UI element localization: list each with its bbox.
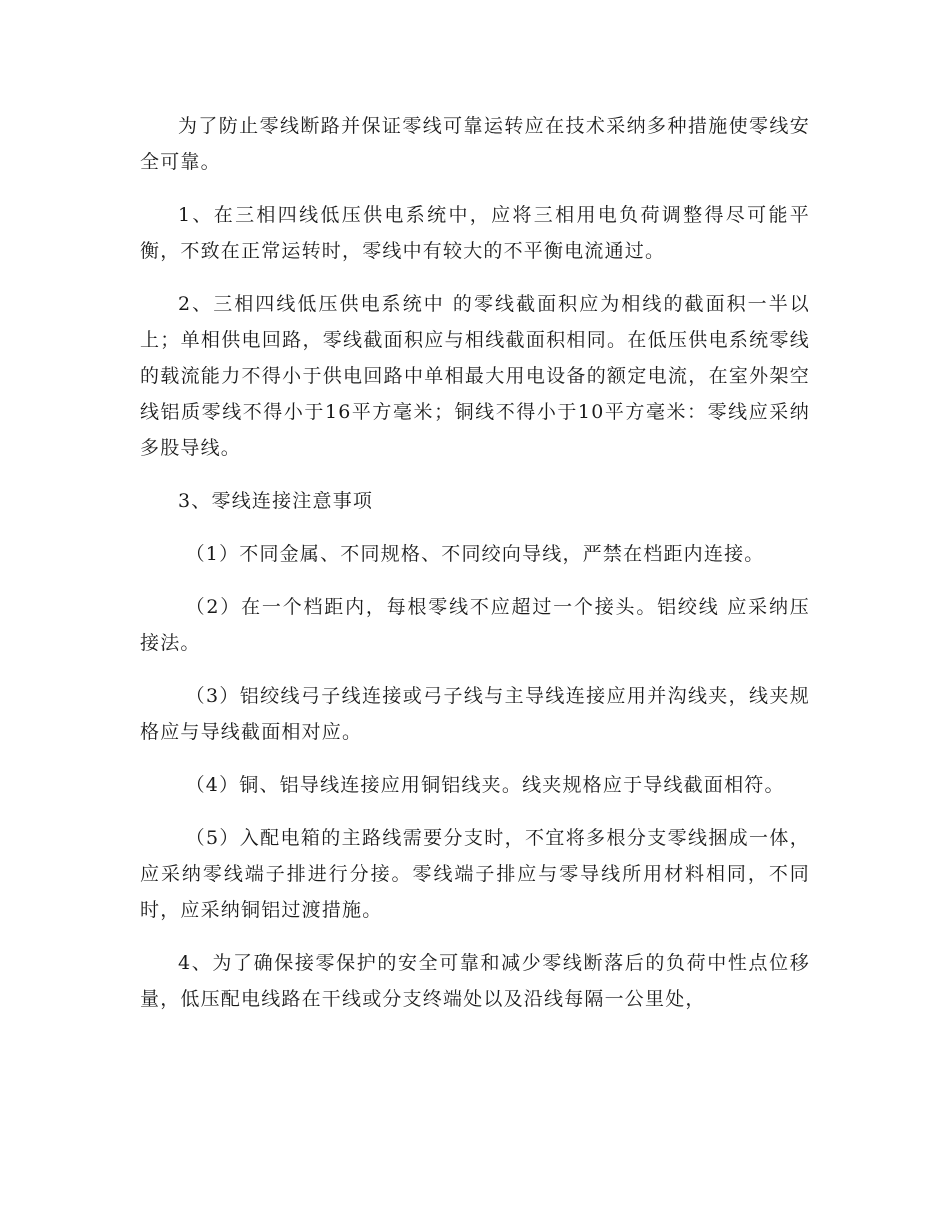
paragraph-item-1: 1、在三相四线低压供电系统中，应将三相用电负荷调整得尽可能平衡，不致在正常运转时，零线中有较大的不平衡电流通过。 — [140, 204, 810, 262]
paragraph-item-2: 2、三相四线低压供电系统中 的零线截面积应为相线的截面积一半以上；单相供电回路，零线截面积应与相线截面积相同。在低压供电系统零线的载流能力不得小于供电回路中单相最大用电设备的额定电流，在室外架空线铝质零线不得小于16平方毫米；铜线不得小于10平方毫米：零线应采纳多股导线。 — [140, 293, 810, 459]
paragraph-subitem-5: （5）入配电箱的主路线需要分支时，不宜将多根分支零线捆成一体，应采纳零线端子排进行分接。零线端子排应与零导线所用材料相同，不同时，应采纳铜铝过渡措施。 — [140, 827, 810, 921]
paragraph-item-3-heading: 3、零线连接注意事项 — [178, 490, 374, 512]
paragraph-subitem-3: （3）铝绞线弓子线连接或弓子线与主导线连接应用并沟线夹，线夹规格应与导线截面相对应。 — [140, 685, 810, 743]
paragraph-subitem-1: （1）不同金属、不同规格、不同绞向导线，严禁在档距内连接。 — [185, 543, 765, 565]
paragraph-subitem-2: （2）在一个档距内，每根零线不应超过一个接头。铝绞线 应采纳压接法。 — [140, 596, 810, 654]
paragraph-item-4: 4、为了确保接零保护的安全可靠和减少零线断落后的负荷中性点位移量，低压配电线路在干线或分支终端处以及沿线每隔一公里处， — [140, 952, 810, 1010]
paragraph-subitem-4: （4）铜、铝导线连接应用铜铝线夹。线夹规格应于导线截面相符。 — [185, 774, 785, 796]
document-body — [140, 108, 810, 1034]
paragraph-intro: 为了防止零线断路并保证零线可靠运转应在技术采纳多种措施使零线安全可靠。 — [140, 115, 810, 173]
